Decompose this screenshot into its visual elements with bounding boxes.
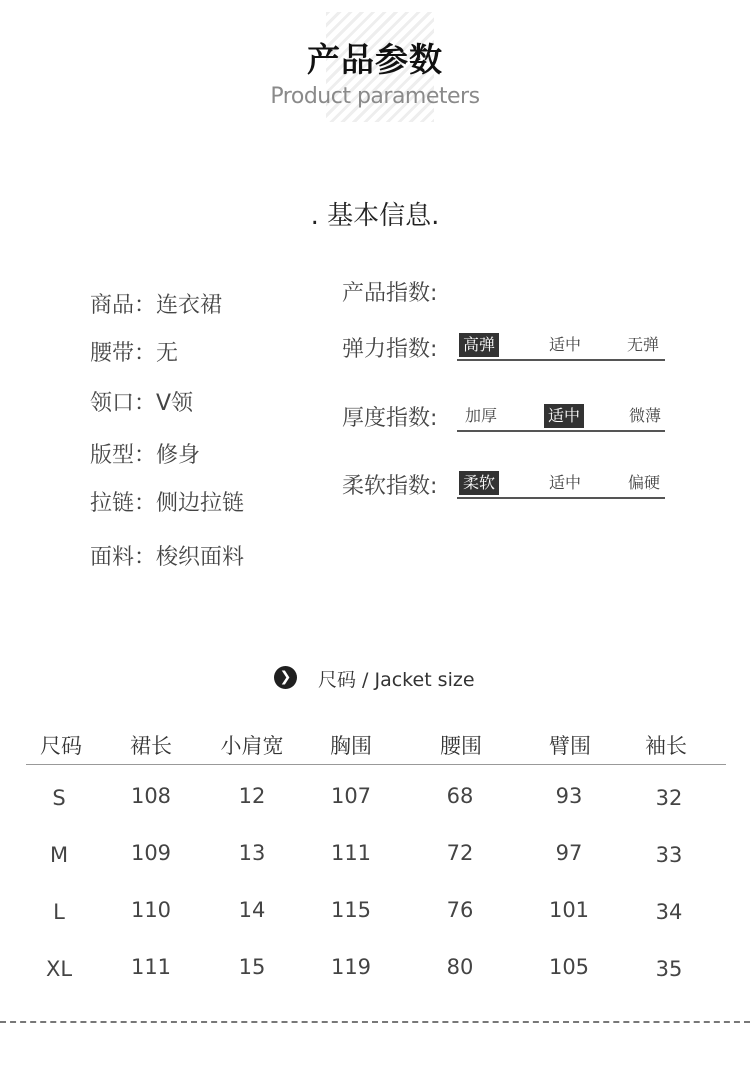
index-scale-line (457, 359, 665, 361)
table-cell: 93 (555, 784, 583, 808)
table-cell: 109 (130, 841, 172, 865)
table-header-cell: 尺码 (40, 734, 82, 758)
info-item-belt: 腰带：无 (90, 341, 179, 366)
table-header-cell: 腰围 (440, 734, 482, 758)
table-cell: L (53, 900, 65, 924)
table-header-cell: 小肩宽 (220, 734, 284, 758)
info-item-zipper: 拉链：侧边拉链 (90, 491, 245, 516)
index-option: 适中 (544, 404, 584, 428)
index-option: 适中 (549, 473, 582, 492)
table-cell: 101 (548, 898, 590, 922)
info-item-fabric: 面料：梭织面料 (90, 545, 245, 570)
size-section-label: 尺码 / Jacket size (318, 669, 475, 691)
table-cell: 13 (238, 841, 266, 865)
table-header-cell: 裙长 (130, 734, 172, 758)
dashed-divider (0, 1021, 750, 1023)
table-header-cell: 臂围 (549, 734, 591, 758)
table-cell: 34 (655, 900, 683, 924)
index-scale-line (457, 430, 665, 432)
index-option: 高弹 (459, 333, 499, 357)
table-cell: 105 (548, 955, 590, 979)
index-option: 微薄 (629, 406, 662, 425)
index-label-softness: 柔软指数: (342, 474, 438, 499)
table-cell: 14 (238, 898, 266, 922)
info-item-product: 商品：连衣裙 (90, 293, 223, 318)
index-label-thickness: 厚度指数: (342, 406, 438, 431)
table-cell: 35 (655, 957, 683, 981)
table-header-cell: 胸围 (330, 734, 372, 758)
page-title: 产品参数 (307, 40, 443, 79)
table-cell: 111 (330, 841, 372, 865)
table-cell: 119 (330, 955, 372, 979)
index-option: 加厚 (465, 406, 498, 425)
table-cell: 108 (130, 784, 172, 808)
table-cell: 72 (446, 841, 474, 865)
chevron-right-icon: ❯ (274, 666, 297, 689)
table-cell: 80 (446, 955, 474, 979)
table-cell: 107 (330, 784, 372, 808)
table-cell: M (49, 843, 69, 867)
index-option: 偏硬 (628, 473, 661, 492)
table-cell: 12 (238, 784, 266, 808)
info-item-collar: 领口：V领 (90, 391, 194, 416)
index-option: 柔软 (459, 471, 499, 495)
index-option: 无弹 (627, 335, 660, 354)
table-cell: 111 (130, 955, 172, 979)
index-heading: 产品指数: (342, 281, 438, 306)
index-row-thickness (457, 404, 665, 430)
index-label-elasticity: 弹力指数: (342, 337, 438, 362)
table-cell: 68 (446, 784, 474, 808)
section-title: . 基本信息. (310, 201, 440, 231)
index-scale-line (457, 497, 665, 499)
table-divider (26, 764, 726, 765)
info-item-fit: 版型：修身 (90, 443, 201, 468)
table-cell: 33 (655, 843, 683, 867)
table-header-cell: 袖长 (645, 734, 687, 758)
table-cell: 76 (446, 898, 474, 922)
table-cell: 115 (330, 898, 372, 922)
index-row-softness (457, 471, 665, 497)
page-subtitle: Product parameters (270, 84, 480, 109)
table-cell: 97 (555, 841, 583, 865)
table-cell: XL (45, 957, 73, 981)
table-cell: 32 (655, 786, 683, 810)
table-cell: S (52, 786, 66, 810)
table-cell: 15 (238, 955, 266, 979)
table-cell: 110 (130, 898, 172, 922)
index-option: 适中 (549, 335, 582, 354)
index-row-elasticity (457, 333, 665, 359)
